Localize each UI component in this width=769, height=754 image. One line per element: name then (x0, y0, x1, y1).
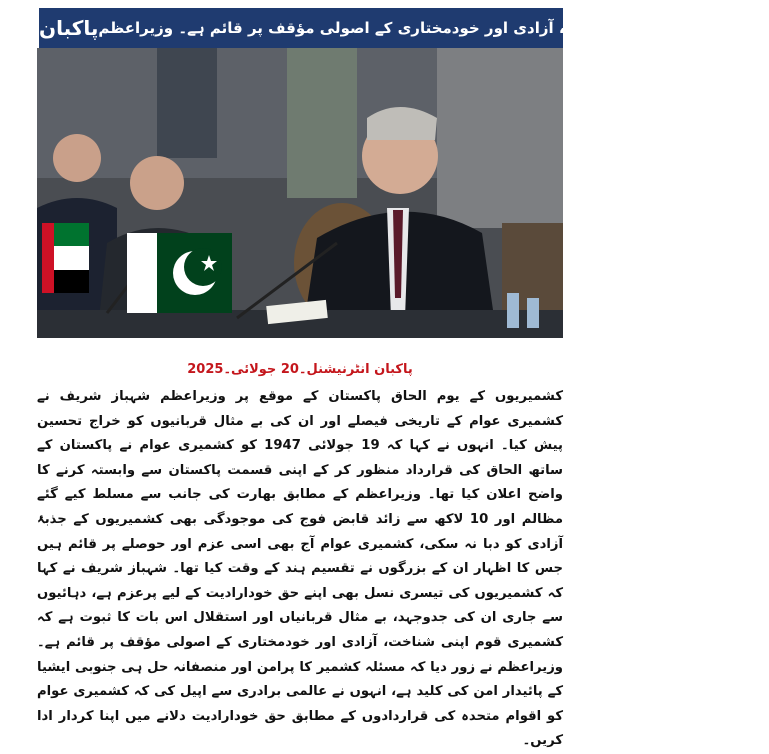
dateline: پاکبان انٹرنیشنل۔20 جولائی۔2025 (187, 362, 413, 377)
headline-bar (36, 8, 759, 48)
article-body: کشمیریوں کے یوم الحاق پاکستان کے موقع پر وزیراعظم شہباز شریف نے کشمیری عوام کے تاریخی فیصلے اور ان کی بے مثال قربانیوں کو خراج تحسین پیش کیا۔ انہوں نے کہا کہ 19 جولائی 1947 کو کشمیری عوام نے پاکستان کے ساتھ الحاق کی قرارداد منظور کر کے اپنی قسمت پاکستان سے وابستہ کرنے کا واضح اعلان کیا تھا۔ وزیراعظم کے مطابق بھارت کی جانب سے مسلط کیے گئے مظالم اور 10 لاکھ سے زائد قابض فوج کی موجودگی بھی کشمیریوں کے جذبۂ آزادی کو دبا نہ سکی، کشمیری عوام آج بھی اسی عزم اور حوصلے پر قائم ہیں جس کا اظہار ان کے بزرگوں نے تقسیم ہند کے وقت کیا تھا۔ شہباز شریف نے کہا کہ کشمیریوں کی تیسری نسل بھی اپنے حق خودارادیت کے لیے پرعزم ہے، دہائیوں سے جاری ان کی جدوجہد، بے مثال قربانیاں اور استقلال اس بات کا ثبوت ہے کہ کشمیری قوم اپنی شناخت، آزادی اور خودمختاری کے اصولی مؤقف پر قائم ہے۔ وزیراعظم نے زور دیا کہ مسئلہ کشمیر کا پرامن اور منصفانہ حل ہی جنوبی ایشیا کے پائیدار امن کی کلید ہے، انہوں نے عالمی برادری سے اپیل کی کہ کشمیری عوام کو اقوام متحدہ کی قراردادوں کے مطابق حق خودارادیت دلانے میں اپنا کردار ادا کریں۔ (37, 389, 563, 749)
news-photo (37, 48, 563, 338)
brand-tag: پاکبان (36, 8, 98, 48)
headline: کشمیری قوم اپنی شناخت، آزادی اور خودمختاری کے اصولی مؤقف پر قائم ہے۔ وزیراعظم (98, 19, 759, 37)
